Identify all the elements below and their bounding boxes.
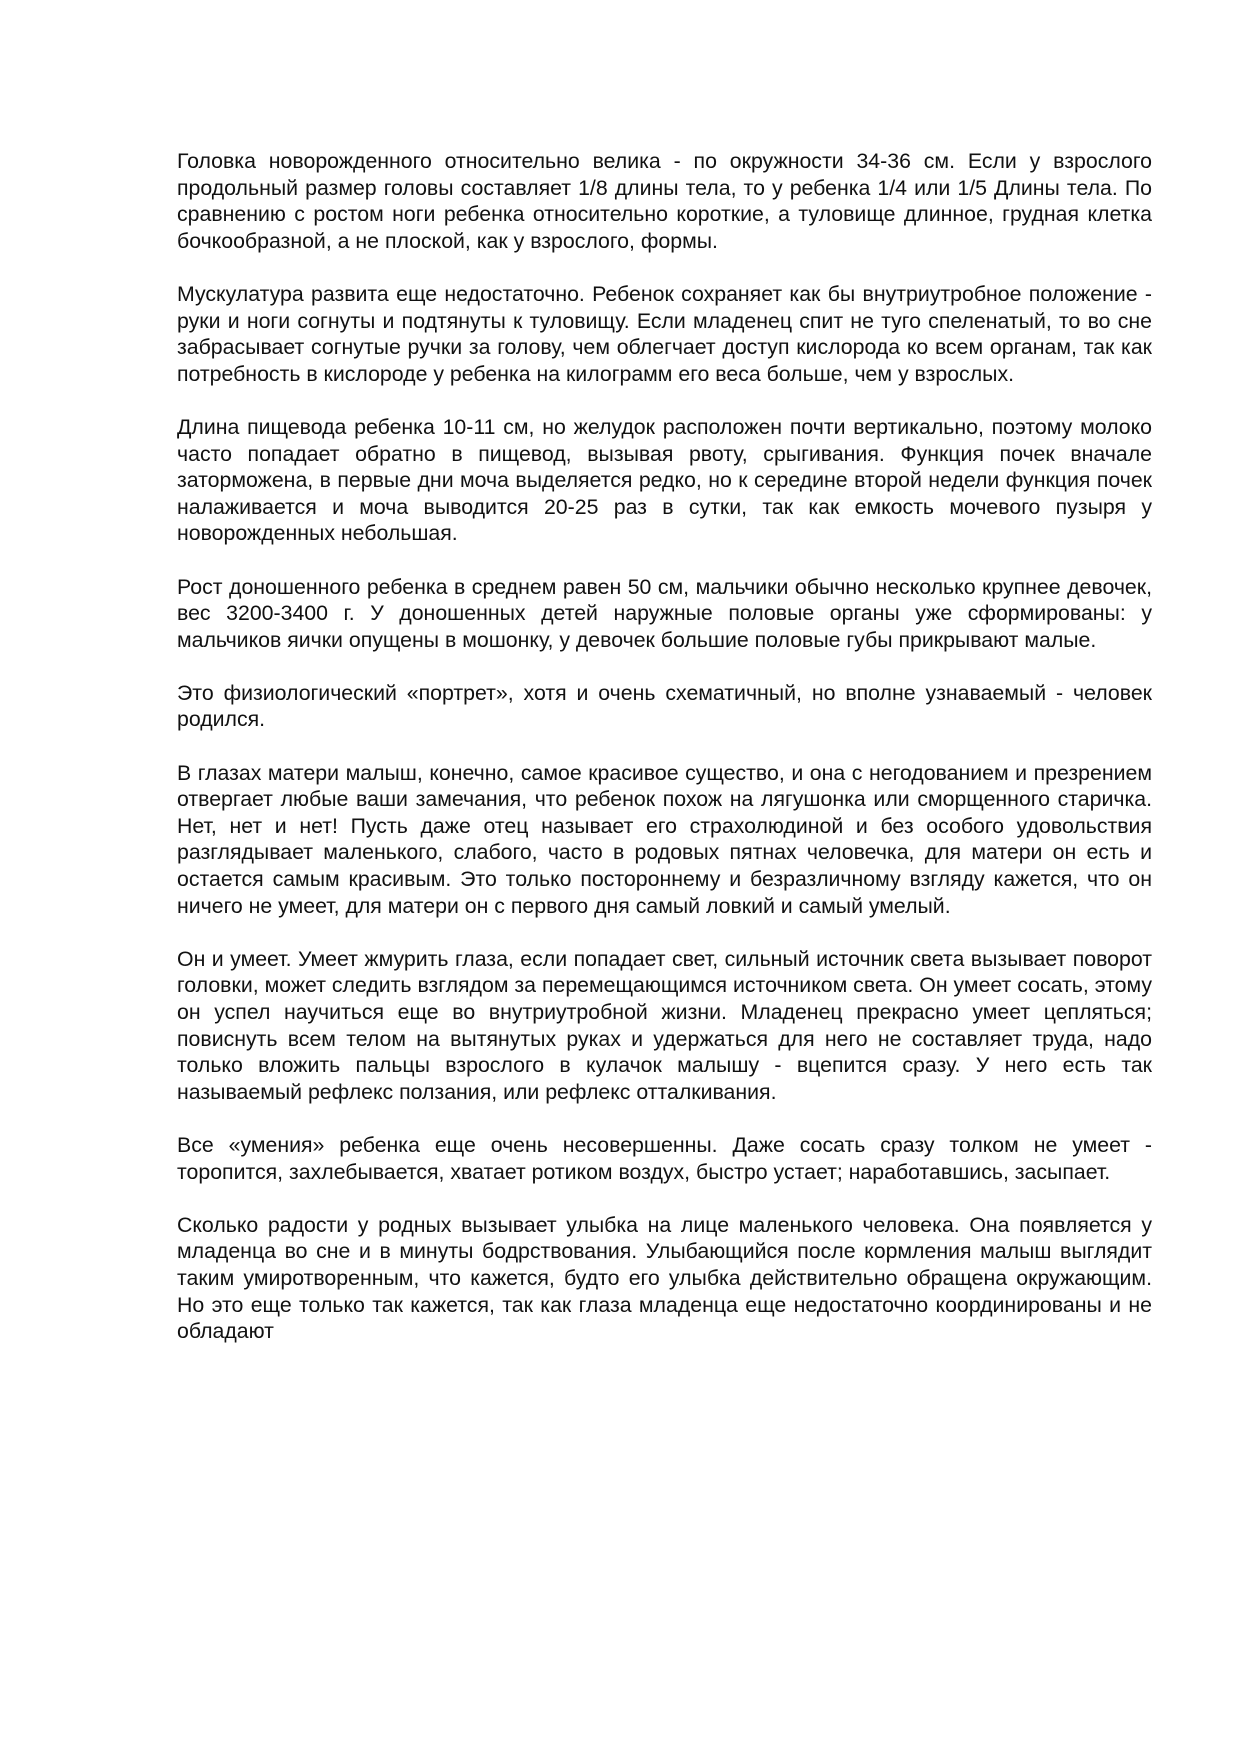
paragraph-digestion-kidneys: Длина пищевода ребенка 10-11 см, но желудок расположен почти вертикально, поэтому молоко часто попадает обратно в пищевод, вызывая рвоту, срыгивания. Функция почек вначале заторможена, в первые дни моча выделяется редко, но к середине второй недели функция почек налаживается и моча выводится 20-25 раз в сутки, так как емкость мочевого пузыря у новорожденных небольшая.: [177, 414, 1152, 546]
paragraph-smile: Сколько радости у родных вызывает улыбка на лице маленького человека. Она появляется у младенца во сне и в минуты бодрствования. Улыбающийся после кормления малыш выглядит таким умиротворенным, что кажется, будто его улыбка действительно обращена окружающим. Но это еще только так кажется, так как глаза младенца еще недостаточно координированы и не обладают: [177, 1212, 1152, 1344]
paragraph-imperfect-skills: Все «умения» ребенка еще очень несовершенны. Даже сосать сразу толком не умеет - торопится, захлебывается, хватает ротиком воздух, быстро устает; наработавшись, засыпает.: [177, 1132, 1152, 1184]
document-page: [177, 148, 1152, 1345]
paragraph-mothers-eyes: В глазах матери малыш, конечно, самое красивое существо, и она с негодованием и презрением отвергает любые ваши замечания, что ребенок похож на лягушонка или сморщенного старичка. Нет, нет и нет! Пусть даже отец называет его страхолюдиной и без особого удовольствия разглядывает маленького, слабого, часто в родовых пятнах человечка, для матери он есть и остается самым красивым. Это только постороннему и безразличному взгляду кажется, что он ничего не умеет, для матери он с первого дня самый ловкий и самый умелый.: [177, 760, 1152, 918]
paragraph-head-proportions: Головка новорожденного относительно велика - по окружности 34-36 см. Если у взрослого продольный размер головы составляет 1/8 длины тела, то у ребенка 1/4 или 1/5 Длины тела. По сравнению с ростом ноги ребенка относительно короткие, а туловище длинное, грудная клетка бочкообразной, а не плоской, как у взрослого, формы.: [177, 149, 1152, 253]
paragraph-musculature: Мускулатура развита еще недостаточно. Ребенок сохраняет как бы внутриутробное положение - руки и ноги согнуты и подтянуты к туловищу. Если младенец спит не туго спеленатый, то во сне забрасывает согнутые ручки за голову, чем облегчает доступ кислорода ко всем органам, так как потребность в кислороде у ребенка на килограмм его веса больше, чем у взрослых.: [177, 281, 1152, 386]
paragraph-abilities: Он и умеет. Умеет жмурить глаза, если попадает свет, сильный источник света вызывает поворот головки, может следить взглядом за перемещающимся источником света. Он умеет сосать, этому он успел научиться еще во внутриутробной жизни. Младенец прекрасно умеет цепляться; повиснуть всем телом на вытянутых руках и удержаться для него не составляет труда, надо только вложить пальцы взрослого в кулачок малышу - вцепится сразу. У него есть так называемый рефлекс ползания, или рефлекс отталкивания.: [177, 946, 1152, 1104]
paragraph-portrait: Это физиологический «портрет», хотя и очень схематичный, но вполне узнаваемый - человек родился.: [177, 680, 1152, 732]
paragraph-height-weight: Рост доношенного ребенка в среднем равен 50 см, мальчики обычно несколько крупнее девочек, вес 3200-3400 г. У доношенных детей наружные половые органы уже сформированы: у мальчиков яички опущены в мошонку, у девочек большие половые губы прикрывают малые.: [177, 574, 1152, 652]
